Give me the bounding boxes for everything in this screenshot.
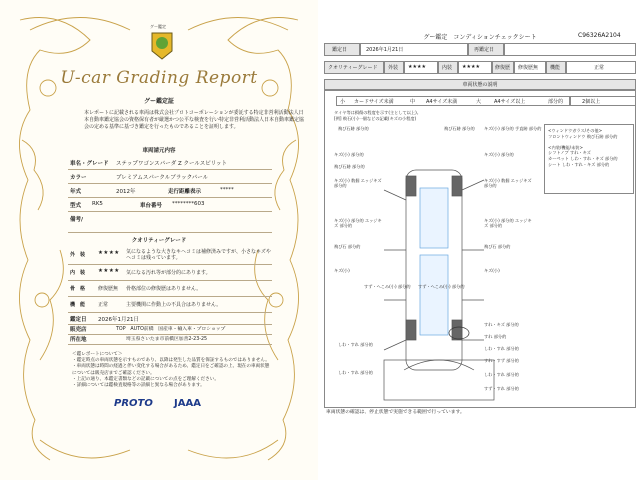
size-a4plus: A4サイズ以上 [494,99,526,105]
engine-label: 機 能 [70,302,86,308]
note-item: ・詳細については鑑検査規格等の詳細と異なる場合があります。 [72,383,205,389]
remarks-label: 備考/ [70,217,84,223]
sheet-footer: 車両状態の確認は、停止状態で実施できる範囲で行っています。 [326,410,465,415]
damage-label: キズ(小) 部分的 [484,152,514,157]
address-row [68,334,272,345]
exterior-row [68,246,272,265]
size-card: カードサイズ未満 [354,99,394,105]
cert-title: グー鑑定証 [143,98,174,105]
damage-label: すれ・キズ 部分的 [484,322,519,327]
size-part: 部分的 [548,99,564,105]
int-stars: ★★★★ [462,64,480,70]
chassis-value: ********603 [172,201,205,207]
frame-label: 骨 格 [70,286,86,292]
note-item: ・鑑定時点の車両状態を示すものであり、以降は発生した品質を保証するものではありません。 [72,358,270,364]
legend-text: タイヤ等は損傷の程度を示す(主として以上)。 [334,110,421,115]
damage-label: すれ 部分的 [484,334,507,339]
next-label: 再鑑定日 [474,47,495,53]
model-value: ステップワゴンスパーダ Z クールスピリット [116,161,227,167]
model-code-label: 型式 [70,203,82,209]
damage-label: キズ(小) 部分的 エッジキズ 部分的 [484,218,532,228]
size-small: 小 [340,99,346,105]
sheet-id: C96326A2104 [578,32,621,39]
func-value: 正常 [594,65,605,71]
legend-text-2: [例] 飛石(小)一個などの記載(キズの小程度) [334,116,417,121]
ext-label: 外装 [388,65,399,71]
color-label: カラー [70,175,87,181]
size-mid: 中 [410,99,416,105]
repair-value: 修復歴無 [518,65,539,71]
damage-label: 飛び石 部分的 [484,244,511,249]
year-label: 年式 [70,189,82,195]
damage-label: すれ・すず 部分的 [484,358,519,363]
chassis-label: 車台番号 [140,203,163,209]
interior-stars: ★★★★ [98,268,120,274]
proto-logo: PROTO [114,398,153,409]
condition-sheet-panel [320,0,640,480]
damage-label: キズ(小) 数個 エッジキズ 部分的 [334,178,382,188]
frame-value: 修復歴無 [98,286,119,292]
int-label: 内装 [442,65,453,71]
damage-label: しわ・すれ 部分的 [338,342,373,347]
report-title: U-car Grading Report [60,68,258,88]
damage-label: すず・すれ 部分的 [484,386,519,391]
damage-label: キズ(小) 部分的 手直跡 部分的 [484,126,542,131]
damage-label: 飛び石 部分的 [334,244,361,249]
engine-value: 正常 [98,302,109,308]
func-label: 機能 [550,65,561,71]
model-code-value: RK5 [92,201,103,207]
damage-label: しわ・すれ 部分的 [484,346,519,351]
interior-label: 内 装 [70,270,86,276]
notes-block [72,352,272,389]
damage-label: キズ(小) [334,268,350,273]
window-note: <ウィンドウガラス/その他> フロントウィンドウ 飛び石跡 部分的 <内装/機能/未装> シフトノブ すれ・キズ カーペット しわ・すれ・キズ 部分的 シート しわ・すれ・キズ 部分的 [548,128,618,167]
goo-badge-icon [149,31,175,61]
remarks-row [68,212,272,233]
damage-label: 飛び石跡 部分的 [334,164,365,169]
interior-row [68,264,272,281]
exterior-label: 外 装 [70,252,86,258]
model-code-row [68,198,272,212]
grade-label: クオリティーグレード [328,65,378,71]
frame-desc: 骨格部位の修復歴はありません。 [126,286,202,292]
model-row [68,156,272,170]
interior-desc: 気になる汚れ等が部分的にあります。 [126,270,211,276]
badge-text: グー鑑定 [150,24,166,29]
frame-row [68,280,272,297]
exterior-stars: ★★★★ [98,250,120,256]
size-many: 2個以上 [582,99,601,105]
date-value: 2026年1月21日 [366,47,404,53]
mileage-value: ***** [220,187,234,193]
ext-stars: ★★★★ [408,64,426,70]
engine-row [68,296,272,313]
jaaa-logo: JAAA [174,398,201,409]
year-value: 2012年 [116,189,136,195]
damage-label: 飛び石跡 部分的 [338,126,369,131]
date-label: 鑑定日 [332,47,348,53]
exterior-desc: 気になるような大きなキヘコミは補修済みですが、小さなキズやヘコミは残っています。 [126,249,271,261]
state-header: 車両状態の説明 [462,82,498,88]
address-value: 埼玉県さいたま市前橋区加善2-23-25 [126,337,208,342]
mileage-label: 走行距離表示 [168,189,202,195]
quality-section-title: クオリティーグレード [131,238,187,244]
damage-label: しわ・すれ 部分的 [338,370,373,375]
model-label: 車名・グレード [70,161,109,167]
next-value-cell [504,43,636,56]
vehicle-section-title: 車両請元内容 [142,148,176,154]
notes-title: ＜鑑レポートについて＞ [72,352,123,357]
damage-label: しわ・すれ 部分的 [484,372,519,377]
damage-label: すず・へこみ(小) 部分的 [418,284,465,289]
size-a4: A4サイズ未満 [426,99,458,105]
damage-label: キズ(小) [484,268,500,273]
repair-label: 修復歴 [495,65,511,71]
certificate-panel [0,0,318,480]
damage-label: すず・へこみ(小) 部分的 [364,284,411,289]
damage-label: 飛び石跡 部分的 [444,126,475,131]
size-big: 大 [476,99,482,105]
color-row [68,170,272,184]
shop-label: 販売店 [70,327,87,333]
sheet-title: グー鑑定 コンディションチェックシート [423,34,537,41]
shop-value: TOP AUTO前橋 国産車・輸入車・プロショップ [116,327,226,332]
address-label: 所在地 [70,337,87,343]
date-value: 2026年1月21日 [98,317,139,323]
intro-text: 本レポートに記載される車両は株式会社プロトコーポレーションが委託する特定非営利活動法人日本自動車鑑定協会の資格保有者が厳選かつ公平な検査を行い特定非営利活動法人日本自動車鑑定協会の定める基準に基づき鑑定を行ったものであることを証明します。 [84,110,305,130]
damage-label: キズ(小) 部分的 [334,152,364,157]
year-row [68,184,272,198]
engine-desc: 主要機関に作動上の不具合はありません。 [126,302,222,308]
date-label: 鑑定日 [70,317,87,323]
note-item: ・上記の通り、本鑑定書類などの記載についての点をご理解ください。 [72,376,219,382]
damage-label: キズ(小) 数個 エッジキズ 部分的 [484,178,532,188]
note-item: ・車両状態は時間の経過と伴い変化する場合があるため、鑑定日をご確認の上、現在の車両状態については販売店までご確認ください。 [72,364,270,376]
damage-label: キズ(小) 部分的 エッジキズ 部分的 [334,218,382,228]
color-value: プレミアムスパークルブラックパール [116,175,209,181]
